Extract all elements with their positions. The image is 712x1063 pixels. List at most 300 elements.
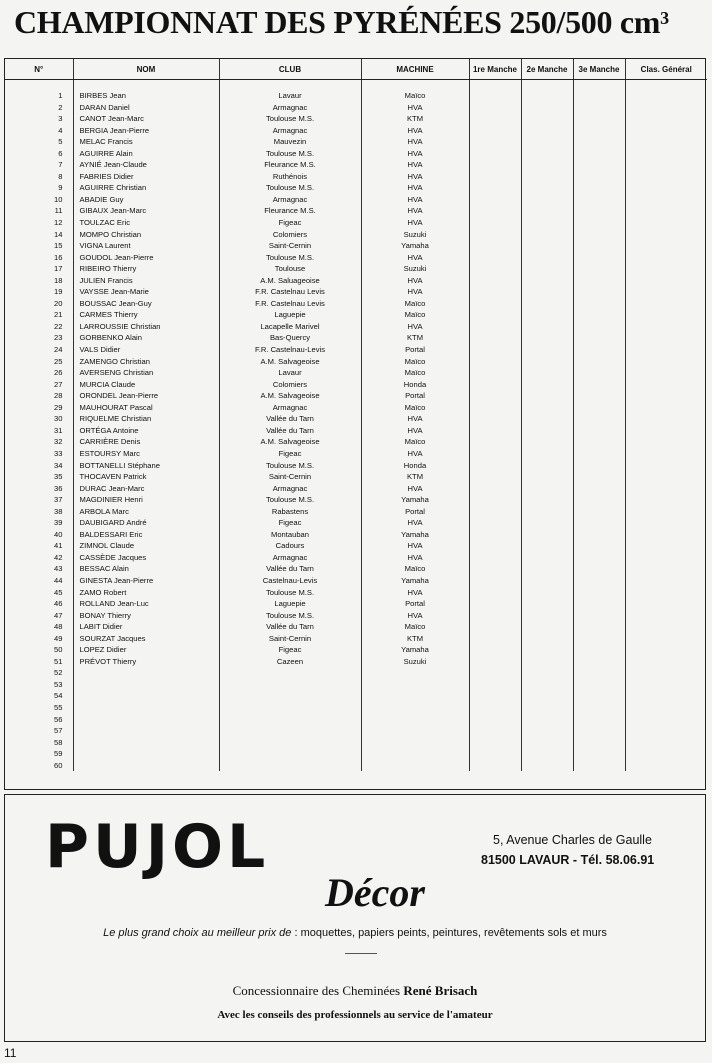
row-club: Colomiers xyxy=(219,379,361,391)
row-machine: HVA xyxy=(361,286,469,298)
table-row xyxy=(5,425,707,437)
row-number: 51 xyxy=(5,656,73,668)
row-machine: HVA xyxy=(361,252,469,264)
row-result-cell xyxy=(469,205,521,217)
row-result-cell xyxy=(625,714,707,726)
row-number: 3 xyxy=(5,113,73,125)
row-result-cell xyxy=(469,667,521,679)
row-club xyxy=(219,679,361,691)
row-machine: HVA xyxy=(361,448,469,460)
row-name: ZIMNOL Claude xyxy=(73,540,219,552)
row-result-cell xyxy=(573,621,625,633)
table-row xyxy=(5,748,707,760)
results-table-frame xyxy=(4,58,706,790)
row-club: Figeac xyxy=(219,217,361,229)
row-number: 41 xyxy=(5,540,73,552)
row-machine: HVA xyxy=(361,136,469,148)
row-number: 44 xyxy=(5,575,73,587)
row-result-cell xyxy=(521,436,573,448)
ad-tagline-italic: Le plus grand choix au meilleur prix de xyxy=(103,927,292,939)
row-result-cell xyxy=(521,587,573,599)
row-result-cell xyxy=(573,182,625,194)
table-row xyxy=(5,286,707,298)
row-number: 34 xyxy=(5,460,73,472)
row-result-cell xyxy=(573,356,625,368)
row-name: VIGNA Laurent xyxy=(73,240,219,252)
row-result-cell xyxy=(521,748,573,760)
row-result-cell xyxy=(625,517,707,529)
row-name: CANOT Jean-Marc xyxy=(73,113,219,125)
row-result-cell xyxy=(573,194,625,206)
row-machine: Suzuki xyxy=(361,656,469,668)
row-result-cell xyxy=(521,286,573,298)
row-name xyxy=(73,714,219,726)
row-result-cell xyxy=(625,471,707,483)
table-body xyxy=(5,80,707,772)
row-result-cell xyxy=(573,552,625,564)
row-club: Lavaur xyxy=(219,90,361,102)
row-result-cell xyxy=(625,448,707,460)
row-number: 10 xyxy=(5,194,73,206)
row-number: 52 xyxy=(5,667,73,679)
row-result-cell xyxy=(521,425,573,437)
row-result-cell xyxy=(521,379,573,391)
row-machine xyxy=(361,702,469,714)
row-machine: Portal xyxy=(361,344,469,356)
row-result-cell xyxy=(469,194,521,206)
row-machine: HVA xyxy=(361,413,469,425)
row-machine: HVA xyxy=(361,217,469,229)
row-result-cell xyxy=(469,679,521,691)
row-result-cell xyxy=(469,286,521,298)
ad-subbrand: Décor xyxy=(325,870,425,915)
row-machine xyxy=(361,714,469,726)
row-result-cell xyxy=(625,194,707,206)
row-number: 27 xyxy=(5,379,73,391)
table-row xyxy=(5,159,707,171)
table-row xyxy=(5,90,707,102)
row-result-cell xyxy=(469,102,521,114)
table-row xyxy=(5,205,707,217)
row-result-cell xyxy=(625,332,707,344)
row-result-cell xyxy=(625,113,707,125)
row-result-cell xyxy=(625,263,707,275)
row-machine xyxy=(361,679,469,691)
row-number: 49 xyxy=(5,633,73,645)
row-result-cell xyxy=(469,402,521,414)
row-result-cell xyxy=(521,621,573,633)
row-machine: Portal xyxy=(361,390,469,402)
row-result-cell xyxy=(573,298,625,310)
row-club xyxy=(219,725,361,737)
row-club: A.M. Salvageoise xyxy=(219,390,361,402)
row-result-cell xyxy=(469,621,521,633)
row-result-cell xyxy=(469,125,521,137)
row-name: LARROUSSIE Christian xyxy=(73,321,219,333)
row-club: Toulouse M.S. xyxy=(219,587,361,599)
header-club: CLUB xyxy=(219,59,361,80)
row-result-cell xyxy=(469,367,521,379)
row-result-cell xyxy=(469,610,521,622)
row-machine: HVA xyxy=(361,148,469,160)
table-row xyxy=(5,644,707,656)
row-club: A.M. Saluageoise xyxy=(219,275,361,287)
row-machine: Suzuki xyxy=(361,229,469,241)
row-result-cell xyxy=(469,113,521,125)
row-club: Toulouse M.S. xyxy=(219,252,361,264)
row-result-cell xyxy=(625,460,707,472)
row-result-cell xyxy=(573,136,625,148)
table-row xyxy=(5,356,707,368)
row-result-cell xyxy=(625,598,707,610)
header-nom: NOM xyxy=(73,59,219,80)
table-row xyxy=(5,656,707,668)
row-number: 15 xyxy=(5,240,73,252)
row-result-cell xyxy=(521,205,573,217)
table-row xyxy=(5,760,707,772)
row-club: Saint-Cernin xyxy=(219,471,361,483)
row-result-cell xyxy=(469,448,521,460)
row-machine: Yamaha xyxy=(361,494,469,506)
row-machine: Portal xyxy=(361,506,469,518)
row-name xyxy=(73,690,219,702)
row-number: 1 xyxy=(5,90,73,102)
row-result-cell xyxy=(573,494,625,506)
row-result-cell xyxy=(521,125,573,137)
row-result-cell xyxy=(521,460,573,472)
row-result-cell xyxy=(469,656,521,668)
row-result-cell xyxy=(625,725,707,737)
row-result-cell xyxy=(573,460,625,472)
row-name: ORONDEL Jean-Pierre xyxy=(73,390,219,402)
row-number: 30 xyxy=(5,413,73,425)
row-name: THOCAVEN Patrick xyxy=(73,471,219,483)
row-result-cell xyxy=(521,737,573,749)
row-result-cell xyxy=(573,448,625,460)
row-machine: KTM xyxy=(361,332,469,344)
row-result-cell xyxy=(469,563,521,575)
row-result-cell xyxy=(573,171,625,183)
row-club xyxy=(219,702,361,714)
row-name: MAUHOURAT Pascal xyxy=(73,402,219,414)
row-result-cell xyxy=(625,483,707,495)
table-row xyxy=(5,598,707,610)
row-result-cell xyxy=(573,332,625,344)
row-club: Laguepie xyxy=(219,598,361,610)
row-number: 32 xyxy=(5,436,73,448)
row-result-cell xyxy=(625,402,707,414)
table-row xyxy=(5,471,707,483)
row-machine xyxy=(361,760,469,772)
row-machine: KTM xyxy=(361,633,469,645)
row-result-cell xyxy=(573,321,625,333)
row-result-cell xyxy=(469,425,521,437)
row-name: CARMES Thierry xyxy=(73,309,219,321)
row-club: Fleurance M.S. xyxy=(219,205,361,217)
row-result-cell xyxy=(469,760,521,772)
row-result-cell xyxy=(521,263,573,275)
row-name xyxy=(73,748,219,760)
row-result-cell xyxy=(625,356,707,368)
row-result-cell xyxy=(521,344,573,356)
row-result-cell xyxy=(469,379,521,391)
header-manche-3: 3e Manche xyxy=(573,59,625,80)
row-result-cell xyxy=(469,633,521,645)
row-result-cell xyxy=(469,690,521,702)
row-machine: HVA xyxy=(361,610,469,622)
row-machine: Suzuki xyxy=(361,263,469,275)
row-result-cell xyxy=(521,252,573,264)
row-result-cell xyxy=(573,367,625,379)
row-number: 39 xyxy=(5,517,73,529)
row-number: 29 xyxy=(5,402,73,414)
row-result-cell xyxy=(625,125,707,137)
row-result-cell xyxy=(521,517,573,529)
row-result-cell xyxy=(469,356,521,368)
row-result-cell xyxy=(521,182,573,194)
row-result-cell xyxy=(573,425,625,437)
row-name: GINESTA Jean-Pierre xyxy=(73,575,219,587)
row-result-cell xyxy=(521,321,573,333)
table-row xyxy=(5,298,707,310)
table-row xyxy=(5,171,707,183)
row-club: Vallée du Tarn xyxy=(219,563,361,575)
row-machine xyxy=(361,725,469,737)
table-row xyxy=(5,714,707,726)
row-result-cell xyxy=(625,171,707,183)
row-machine: HVA xyxy=(361,102,469,114)
row-number: 14 xyxy=(5,229,73,241)
row-result-cell xyxy=(573,748,625,760)
row-result-cell xyxy=(625,737,707,749)
row-club: Lavaur xyxy=(219,367,361,379)
row-result-cell xyxy=(573,714,625,726)
row-number: 23 xyxy=(5,332,73,344)
table-row xyxy=(5,436,707,448)
row-result-cell xyxy=(521,448,573,460)
row-result-cell xyxy=(573,690,625,702)
table-row xyxy=(5,367,707,379)
row-result-cell xyxy=(573,159,625,171)
table-row xyxy=(5,737,707,749)
row-result-cell xyxy=(469,332,521,344)
row-club: F.R. Castelnau Levis xyxy=(219,286,361,298)
row-result-cell xyxy=(521,298,573,310)
row-result-cell xyxy=(573,610,625,622)
row-club: Toulouse M.S. xyxy=(219,494,361,506)
table-row xyxy=(5,702,707,714)
table-row xyxy=(5,633,707,645)
table-row xyxy=(5,587,707,599)
ad-advice: Avec les conseils des professionnels au service de l'amateur xyxy=(217,1009,493,1021)
table-row xyxy=(5,402,707,414)
row-name: AYNIÉ Jean-Claude xyxy=(73,159,219,171)
row-name: DURAC Jean-Marc xyxy=(73,483,219,495)
row-machine: HVA xyxy=(361,540,469,552)
row-result-cell xyxy=(573,517,625,529)
row-result-cell xyxy=(625,286,707,298)
row-result-cell xyxy=(573,413,625,425)
row-machine: HVA xyxy=(361,587,469,599)
table-row xyxy=(5,575,707,587)
table-row xyxy=(5,379,707,391)
row-club: Castelnau-Levis xyxy=(219,575,361,587)
row-number: 18 xyxy=(5,275,73,287)
table-row xyxy=(5,413,707,425)
header-manche-1: 1re Manche xyxy=(469,59,521,80)
row-name xyxy=(73,737,219,749)
row-result-cell xyxy=(469,517,521,529)
row-result-cell xyxy=(469,436,521,448)
row-result-cell xyxy=(573,205,625,217)
row-result-cell xyxy=(625,102,707,114)
row-result-cell xyxy=(469,229,521,241)
row-club: Laguepie xyxy=(219,309,361,321)
row-result-cell xyxy=(469,309,521,321)
row-result-cell xyxy=(521,113,573,125)
row-name: MOMPO Christian xyxy=(73,229,219,241)
table-row xyxy=(5,460,707,472)
row-name xyxy=(73,760,219,772)
row-result-cell xyxy=(469,483,521,495)
row-machine: HVA xyxy=(361,205,469,217)
row-club: Cadours xyxy=(219,540,361,552)
row-result-cell xyxy=(573,540,625,552)
row-club: Vallée du Tarn xyxy=(219,425,361,437)
table-row xyxy=(5,725,707,737)
row-club xyxy=(219,690,361,702)
row-result-cell xyxy=(573,229,625,241)
page-number: 11 xyxy=(4,1046,17,1060)
row-result-cell xyxy=(573,575,625,587)
row-result-cell xyxy=(521,679,573,691)
row-number: 12 xyxy=(5,217,73,229)
row-result-cell xyxy=(625,240,707,252)
table-row xyxy=(5,240,707,252)
row-result-cell xyxy=(521,148,573,160)
row-result-cell xyxy=(573,563,625,575)
row-machine: HVA xyxy=(361,321,469,333)
table-row xyxy=(5,621,707,633)
row-number: 25 xyxy=(5,356,73,368)
row-result-cell xyxy=(469,540,521,552)
row-result-cell xyxy=(573,633,625,645)
row-result-cell xyxy=(573,263,625,275)
row-result-cell xyxy=(625,702,707,714)
row-result-cell xyxy=(625,309,707,321)
table-row xyxy=(5,194,707,206)
row-machine: HVA xyxy=(361,552,469,564)
row-result-cell xyxy=(469,148,521,160)
row-number: 19 xyxy=(5,286,73,298)
row-machine: Honda xyxy=(361,460,469,472)
row-machine: HVA xyxy=(361,275,469,287)
row-club: Lacapelle Marivel xyxy=(219,321,361,333)
row-number: 5 xyxy=(5,136,73,148)
row-result-cell xyxy=(625,563,707,575)
table-row xyxy=(5,182,707,194)
row-result-cell xyxy=(521,725,573,737)
row-club: Armagnac xyxy=(219,125,361,137)
row-result-cell xyxy=(521,563,573,575)
row-number: 16 xyxy=(5,252,73,264)
row-machine: Yamaha xyxy=(361,575,469,587)
row-result-cell xyxy=(573,587,625,599)
ad-brand: PUJOL xyxy=(45,812,270,882)
table-row xyxy=(5,517,707,529)
row-result-cell xyxy=(469,171,521,183)
row-name: ROLLAND Jean-Luc xyxy=(73,598,219,610)
row-result-cell xyxy=(521,229,573,241)
row-number: 43 xyxy=(5,563,73,575)
ad-address-city-phone: 81500 LAVAUR - Tél. 58.06.91 xyxy=(481,853,655,867)
row-result-cell xyxy=(521,159,573,171)
row-result-cell xyxy=(521,367,573,379)
row-club: F.R. Castelnau-Levis xyxy=(219,344,361,356)
table-row xyxy=(5,483,707,495)
row-result-cell xyxy=(573,737,625,749)
row-result-cell xyxy=(469,136,521,148)
row-name xyxy=(73,667,219,679)
row-result-cell xyxy=(573,217,625,229)
row-result-cell xyxy=(625,390,707,402)
row-result-cell xyxy=(469,90,521,102)
row-club xyxy=(219,737,361,749)
row-number: 56 xyxy=(5,714,73,726)
row-club xyxy=(219,667,361,679)
row-result-cell xyxy=(469,644,521,656)
row-machine xyxy=(361,737,469,749)
row-name: JULIEN Francis xyxy=(73,275,219,287)
row-number: 38 xyxy=(5,506,73,518)
row-result-cell xyxy=(469,506,521,518)
row-machine: HVA xyxy=(361,517,469,529)
row-machine: Maïco xyxy=(361,621,469,633)
row-name: BIRBES Jean xyxy=(73,90,219,102)
row-club: Armagnac xyxy=(219,483,361,495)
row-club: Figeac xyxy=(219,644,361,656)
row-result-cell xyxy=(625,148,707,160)
table-row xyxy=(5,252,707,264)
table-row xyxy=(5,448,707,460)
row-result-cell xyxy=(625,633,707,645)
row-result-cell xyxy=(469,344,521,356)
table-row xyxy=(5,309,707,321)
row-result-cell xyxy=(573,286,625,298)
row-result-cell xyxy=(469,263,521,275)
table-row xyxy=(5,540,707,552)
row-club: Toulouse M.S. xyxy=(219,610,361,622)
row-result-cell xyxy=(521,90,573,102)
row-result-cell xyxy=(521,471,573,483)
ad-concession xyxy=(5,983,705,999)
header-machine: MACHINE xyxy=(361,59,469,80)
row-name: ZAMENGO Christian xyxy=(73,356,219,368)
header-num: N° xyxy=(5,59,73,80)
row-result-cell xyxy=(573,275,625,287)
row-name: AGUIRRE Christian xyxy=(73,182,219,194)
table-row xyxy=(5,529,707,541)
row-result-cell xyxy=(573,125,625,137)
page-title: CHAMPIONNAT DES PYRÉNÉES 250/500 $cm^3$ xyxy=(14,4,669,40)
row-number: 54 xyxy=(5,690,73,702)
ad-concession-brand: René Brisach xyxy=(403,983,478,998)
row-result-cell xyxy=(573,148,625,160)
row-name: RIQUELME Christian xyxy=(73,413,219,425)
row-number: 26 xyxy=(5,367,73,379)
row-result-cell xyxy=(625,90,707,102)
table-row xyxy=(5,229,707,241)
